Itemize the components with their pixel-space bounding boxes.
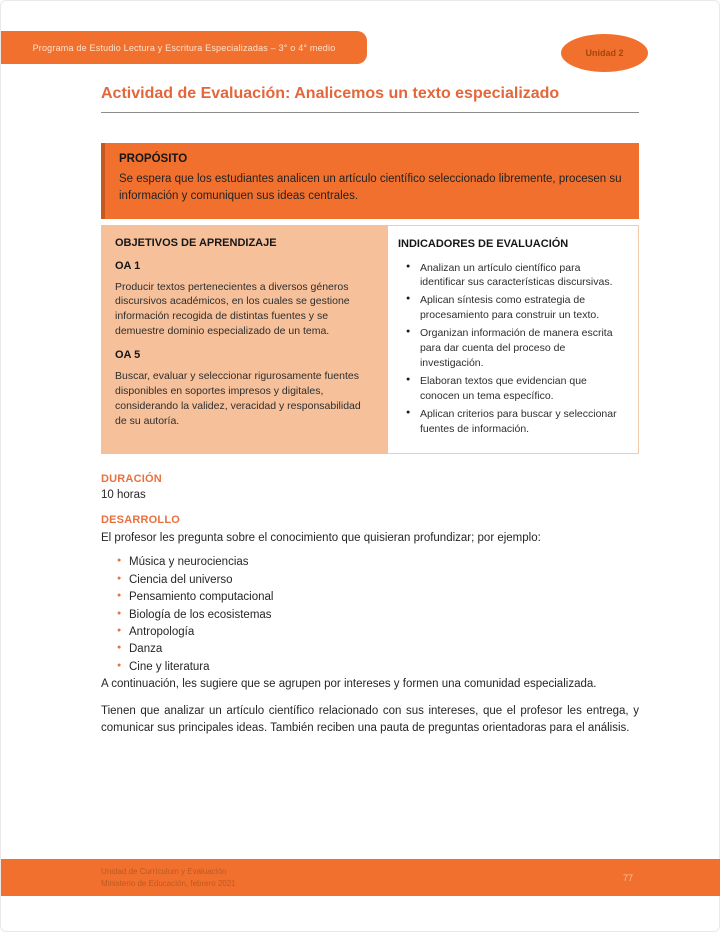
- page-number: 77: [622, 872, 633, 883]
- program-header-pill: [1, 31, 367, 64]
- desarrollo-after-list: A continuación, les sugiere que se agrupen por intereses y formen una comunidad especializada.: [101, 678, 597, 691]
- topic-item: ● Música y neurociencias: [117, 554, 639, 571]
- page-title: Actividad de Evaluación: Analicemos un texto especializado: [101, 85, 639, 113]
- duracion-heading: DURACIÓN: [101, 473, 162, 486]
- topic-item: ● Pensamiento computacional: [117, 589, 639, 606]
- topic-item: ● Ciencia del universo: [117, 572, 639, 589]
- topic-item: ● Danza: [117, 641, 639, 658]
- oa-item: [115, 260, 372, 340]
- desarrollo-heading: DESARROLLO: [101, 514, 180, 527]
- topic-item: ● Cine y literatura: [117, 659, 639, 676]
- page-content: [1, 1, 719, 738]
- proposito-heading: PROPÓSITO: [119, 153, 188, 165]
- indicador-item: ● Analizan un artículo científico para identificar sus características discursivas.: [406, 261, 626, 291]
- footer-line2: Ministerio de Educación, febrero 2021: [101, 878, 236, 888]
- objetivos-column: [101, 225, 388, 455]
- duracion-section: [101, 473, 639, 501]
- oa-text: Producir textos pertenecientes a diversos géneros discursivos académicos, en los cuales se gestione información recogida de distintas fuentes y se demuestre dominio especializado de un tema.: [115, 280, 350, 338]
- proposito-body: Se espera que los estudiantes analicen un artículo científico seleccionado libremente, procesen su información y comuniquen sus ideas centrales.: [119, 173, 622, 203]
- indicador-item: ● Organizan información de manera escrita para dar cuenta del proceso de investigación.: [406, 326, 626, 371]
- oa-item: [115, 349, 372, 429]
- footer-credits: [101, 866, 236, 889]
- indicador-item: ● Elaboran textos que evidencian que conocen un tema específico.: [406, 374, 626, 404]
- indicador-item: ● Aplican criterios para buscar y seleccionar fuentes de información.: [406, 407, 626, 437]
- desarrollo-intro: El profesor les pregunta sobre el conocimiento que quisieran profundizar; por ejemplo:: [101, 532, 541, 545]
- oa-text: Buscar, evaluar y seleccionar rigurosamente fuentes disponibles en soportes impresos y digitales, considerando la validez, veracidad y responsabilidad de su autoría.: [115, 370, 361, 427]
- objectives-indicators-table: [101, 225, 639, 455]
- oa-code: OA 5: [115, 349, 141, 362]
- topic-item: ● Antropología: [117, 624, 639, 641]
- topics-list: [101, 554, 639, 676]
- oa-code: OA 1: [115, 259, 141, 272]
- proposito-box: [101, 143, 639, 219]
- objetivos-list: [115, 260, 372, 429]
- desarrollo-paragraph: Tienen que analizar un artículo científico relacionado con sus intereses, que el profesor les entrega, y comunicar sus principales ideas. También reciben una pauta de preguntas orientadoras para el análisis.: [101, 705, 639, 735]
- program-header-label: Programa de Estudio Lectura y Escritura Especializadas – 3° o 4° medio: [32, 42, 336, 53]
- indicadores-column: [388, 225, 639, 455]
- duracion-value: 10 horas: [101, 489, 146, 502]
- unit-badge: Unidad 2: [561, 34, 648, 72]
- desarrollo-section: [101, 514, 639, 737]
- indicadores-list: [398, 261, 626, 437]
- objetivos-heading: OBJETIVOS DE APRENDIZAJE: [115, 236, 277, 249]
- footer-line1: Unidad de Currículum y Evaluación: [101, 866, 227, 876]
- indicador-item: ● Aplican síntesis como estrategia de procesamiento para construir un texto.: [406, 293, 626, 323]
- topic-item: ● Biología de los ecosistemas: [117, 607, 639, 624]
- indicadores-heading: INDICADORES DE EVALUACIÓN: [397, 237, 569, 250]
- footer-bar: [1, 859, 720, 896]
